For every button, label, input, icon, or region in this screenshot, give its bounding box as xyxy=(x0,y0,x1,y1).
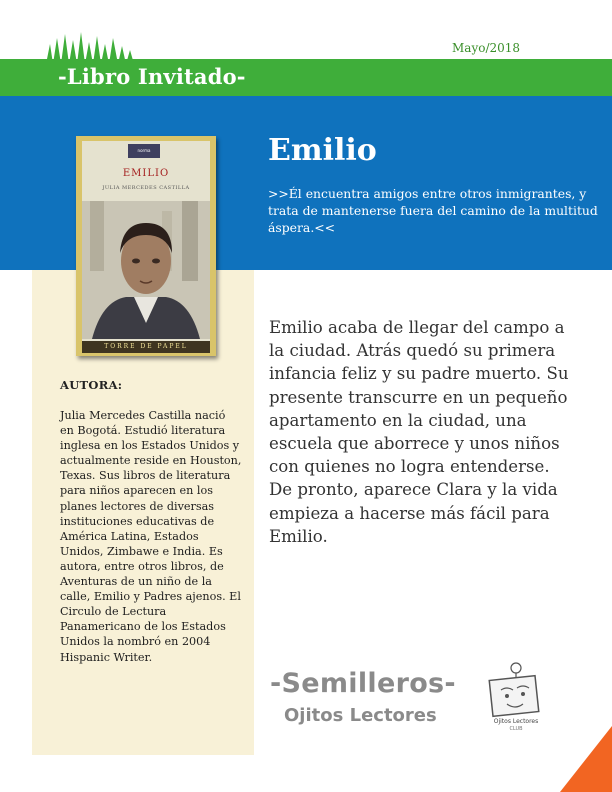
club-logo-text: Ojitos Lectores xyxy=(493,718,539,725)
semilleros-logo-title: -Semilleros- xyxy=(270,668,456,699)
synopsis-text: Emilio acaba de llegar del campo a la ciudad. Atrás quedó su primera infancia feliz y su padre muerto. Su presente transcurre en un pequeño apartamento en la ciudad, una escuela que aborrece y unos niños con quienes no logra entenderse. De pronto, aparece Clara y la vida empieza a hacerse más fácil para Emilio. xyxy=(269,318,569,546)
cover-title: EMILIO xyxy=(122,168,170,179)
publisher-logo-icon: norma xyxy=(128,144,160,158)
ojitos-lectores-club-logo-icon xyxy=(485,660,547,732)
book-cover-image xyxy=(76,136,216,356)
club-logo-sub: CLUB xyxy=(509,726,523,732)
author-heading: AUTORA: xyxy=(60,378,123,392)
book-title: Emilio xyxy=(268,133,377,168)
issue-date: Mayo/2018 xyxy=(452,41,521,55)
semilleros-logo-subtitle: Ojitos Lectores xyxy=(284,705,437,726)
author-bio: Julia Mercedes Castilla nació en Bogotá. Estudió literatura inglesa en los Estados Unidos y actualmente reside en Houston, Texas. Sus libros de literatura para niños aparecen en los planes lectores de diversas instituciones educativas de América Latina, Estados Unidos, Zimbawe e India. Es autora, entre otros libros, de Aventuras de un niño de la calle, Emilio y Padres ajenos. El Circulo de Lectura Panamericano de los Estados Unidos la nombró en 2004 Hispanic Writer. xyxy=(60,409,242,664)
section-title: -Libro Invitado- xyxy=(58,64,246,89)
portrait-illustration-icon xyxy=(82,201,210,339)
corner-triangle-decoration xyxy=(560,726,612,792)
cover-series: TORRE DE PAPEL xyxy=(82,341,210,353)
cover-author: JULIA MERCEDES CASTILLA xyxy=(102,185,190,191)
book-quote: >>Él encuentra amigos entre otros inmigrantes, y trata de mantenerse fuera del camino de la multitud áspera.<< xyxy=(268,186,598,235)
